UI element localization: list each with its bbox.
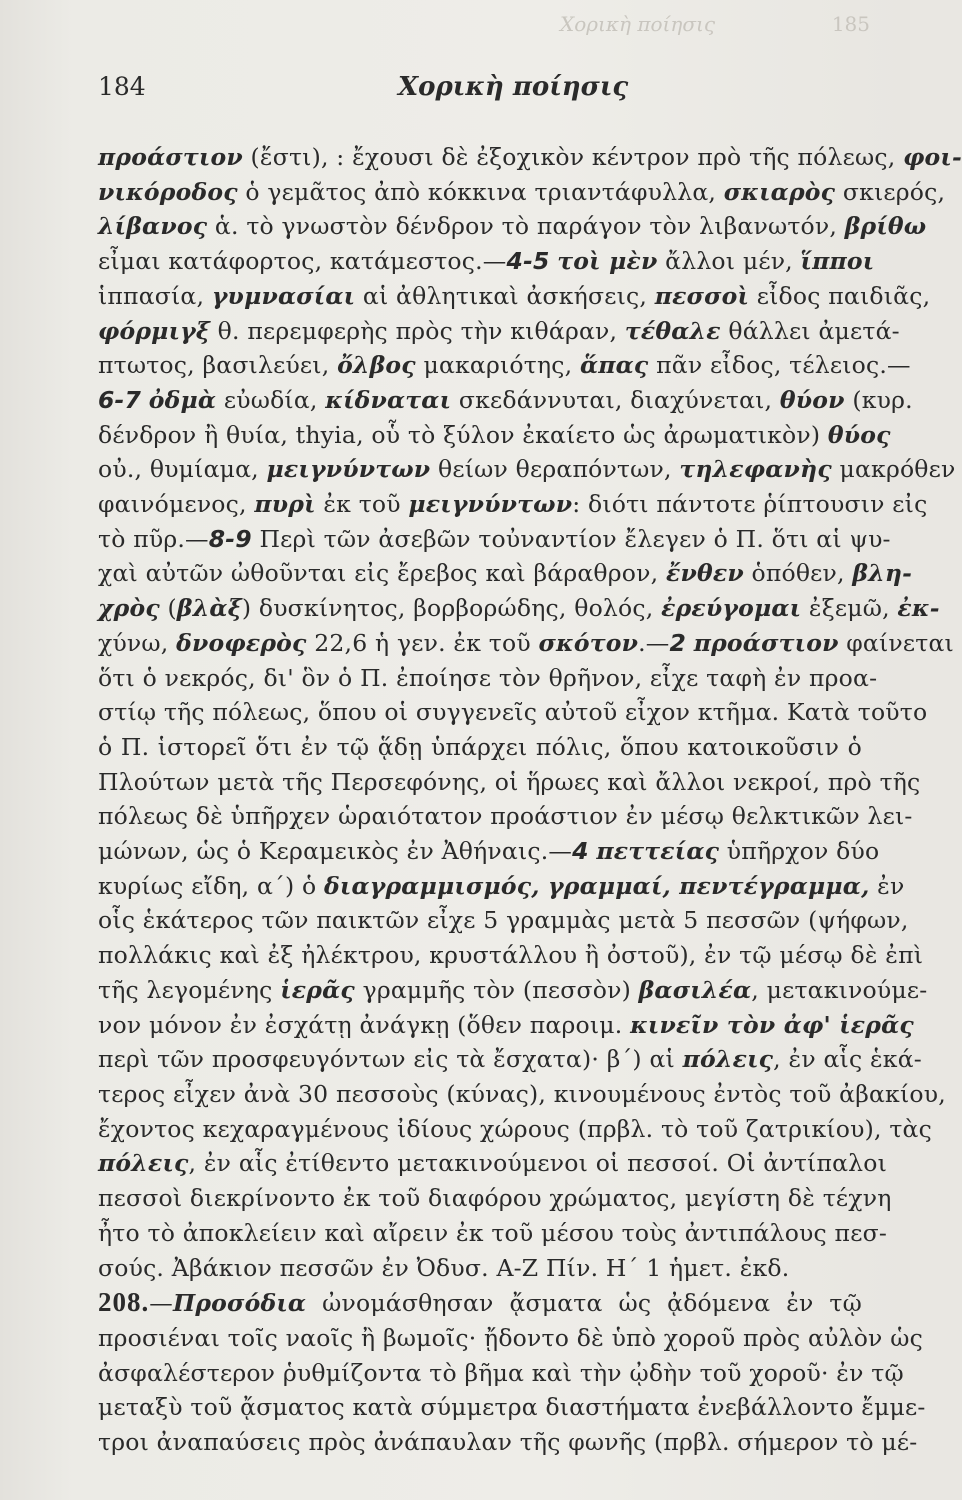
text-line	[98, 487, 928, 522]
emphasized-term: ἐκ-	[897, 594, 940, 623]
text-run: πολλάκις καὶ ἐξ ἠλέκτρου, κρυστάλλου ἢ ὀστοῦ), ἐν τῷ μέσῳ δὲ ἐπὶ	[98, 941, 924, 970]
text-line	[98, 452, 956, 487]
text-line	[98, 1321, 923, 1356]
emphasized-term: ἵπποι	[800, 247, 875, 276]
text-line	[98, 1077, 946, 1112]
emphasized-term: τέθαλε	[624, 316, 721, 345]
text-run: —	[149, 1289, 173, 1318]
text-run: ἄλλοι μέν,	[657, 247, 801, 276]
text-run: ἐξεμῶ,	[801, 594, 898, 623]
text-run: μακαριότης,	[415, 351, 580, 380]
text-run: (	[159, 594, 177, 623]
text-line	[98, 1425, 918, 1460]
text-run: , ἐν αἷς ἐτίθεντο μετακινούμενοι οἱ πεσσοί. Οἱ ἀντίπαλοι	[188, 1149, 888, 1178]
text-run: στίῳ τῆς πόλεως, ὅπου οἱ συγγενεῖς αὐτοῦ εἶχον κτῆμα. Κατὰ τοῦτο	[98, 698, 928, 727]
text-run: τερος εἶχεν ἀνὰ 30 πεσσοὺς (κύνας), κινουμένους ἐντὸς τοῦ ἀβακίου,	[98, 1079, 946, 1108]
bleed-through-header	[560, 12, 870, 36]
commentary-text	[98, 140, 962, 1460]
text-line	[98, 1285, 862, 1321]
emphasized-term: φοι-	[903, 143, 962, 171]
text-run: μώνων, ὡς ὁ Κεραμεικὸς ἐν Ἀθήναις.—	[98, 837, 573, 866]
text-run: ἀσφαλέστερον ῥυθμίζοντα τὸ βῆμα καὶ τὴν ᾠδὴν τοῦ χοροῦ· ἐν τῷ	[98, 1358, 904, 1387]
text-run	[686, 629, 694, 657]
text-run: , ἐν αἷς ἑκά-	[773, 1045, 922, 1074]
text-line	[98, 1042, 922, 1077]
text-line	[98, 1112, 932, 1147]
running-title: Χορικὴ ποίησις	[398, 72, 629, 102]
text-run: (ἔστι), : ἔχουσι δὲ ἐξοχικὸν κέντρον πρὸ τῆς πόλεως,	[242, 143, 904, 171]
emphasized-term: διαγραμμισμός, γραμμαί, πεντέγραμμα,	[324, 871, 870, 900]
text-line	[98, 903, 909, 938]
text-run: φαίνεται	[838, 628, 954, 657]
emphasized-term: φόρμιγξ	[98, 316, 210, 345]
text-run: θείων θεραπόντων,	[430, 455, 680, 484]
emphasized-term: ἔνθεν	[665, 559, 744, 588]
text-run: εὐωδία,	[216, 385, 326, 414]
text-run: ἐκ τοῦ	[315, 490, 409, 519]
text-run: ἁ. τὸ γνωστὸν δένδρον τὸ παράγον τὸν λιβανωτόν,	[207, 212, 845, 241]
text-line	[98, 1390, 926, 1425]
text-line	[98, 1356, 904, 1391]
emphasized-term: ὄλβος	[337, 351, 416, 380]
emphasized-term: ἅπας	[579, 351, 649, 380]
emphasized-term: ὀδμὰ	[148, 385, 217, 414]
text-line	[98, 1216, 887, 1251]
text-line	[98, 1251, 862, 1286]
text-run: φαινόμενος,	[98, 490, 255, 519]
text-run: χαὶ αὐτῶν ὠθοῦνται εἰς ἔρεβος καὶ βάραθρον,	[98, 559, 666, 588]
verse-reference: 8-9	[208, 524, 252, 553]
emphasized-term: νικόροδος	[98, 177, 238, 206]
text-line	[98, 279, 931, 314]
text-run: ὁπόθεν,	[743, 559, 853, 588]
text-run	[141, 386, 149, 414]
text-run: ὁ Π. ἱστορεῖ ὅτι ἐν τῷ ᾅδῃ ὑπάρχει πόλις, ὅπου κατοικοῦσιν ὁ	[98, 732, 862, 761]
text-run: προσιέναι τοῖς ναοῖς ἢ βωμοῖς· ᾔδοντο δὲ ὑπὸ χοροῦ πρὸς αὐλὸν ὡς	[98, 1323, 923, 1352]
text-line	[98, 348, 911, 383]
text-run: τροι ἀναπαύσεις πρὸς ἀνάπαυλαν τῆς φωνῆς (πρβλ. σήμερον τὸ μέ-	[98, 1428, 918, 1457]
emphasized-term: μειγνύντων	[408, 490, 573, 519]
text-run: θάλλει ἀμετά-	[720, 316, 900, 345]
text-line	[98, 695, 928, 730]
emphasized-term: πόλεις	[98, 1149, 189, 1178]
emphasized-term: Προσόδια	[172, 1289, 307, 1318]
running-header	[98, 72, 862, 102]
text-run: νον μόνον ἐν ἐσχάτῃ ἀνάγκῃ (ὅθεν παροιμ.	[98, 1010, 631, 1039]
text-line	[98, 765, 921, 800]
emphasized-term: κίδναται	[325, 385, 452, 414]
emphasized-term: γυμνασίαι	[211, 281, 356, 310]
text-line	[98, 244, 875, 279]
emphasized-term: λίβανος	[98, 212, 208, 241]
text-run: ὅτι ὁ νεκρός, δι' ὃν ὁ Π. ἐποίησε τὸν θρῆνον, εἶχε ταφὴ ἐν προα-	[98, 663, 878, 692]
emphasized-term: δνοφερὸς	[176, 628, 307, 657]
section-number: 208.	[98, 1287, 150, 1318]
text-run: πόλεως δὲ ὑπῆρχεν ὡραιότατον προάστιον ἐν μέσῳ θελκτικῶν λει-	[98, 802, 913, 831]
text-run: σκιερός,	[835, 177, 946, 206]
verse-reference: 2	[669, 628, 687, 657]
text-line	[98, 383, 913, 418]
text-run: σούς. Ἀβάκιον πεσσῶν ἐν Ὀδυσ. Α-Ζ Πίν. Η΄ 1 ἡμετ. ἐκδ.	[98, 1253, 790, 1282]
text-run: κυρίως εἴδη, α΄) ὁ	[98, 871, 325, 900]
text-line	[98, 1181, 892, 1216]
text-run: πτωτος, βασιλεύει,	[98, 351, 338, 380]
text-run: δένδρον ἢ θυία, thyia, οὗ τὸ ξύλον ἐκαίετο ὡς ἀρωματικὸν)	[98, 420, 828, 449]
text-run: εἶμαι κατάφορτος, κατάμεστος.—	[98, 247, 507, 276]
emphasized-term: πεσσοὶ	[654, 281, 750, 310]
text-line	[98, 209, 927, 244]
text-line	[98, 1146, 888, 1181]
emphasized-term: πυρὶ	[254, 490, 316, 519]
text-run: θ. περεμφερὴς πρὸς τὴν κιθάραν,	[209, 316, 625, 345]
text-run: οὐ., θυμίαμα,	[98, 455, 267, 484]
emphasized-term: βλη-	[852, 559, 913, 588]
text-line	[98, 626, 954, 661]
text-line	[98, 938, 924, 973]
text-line	[98, 1008, 914, 1043]
text-line	[98, 834, 880, 869]
text-run: περὶ τῶν προσφευγόντων εἰς τὰ ἔσχατα)· β΄) αἱ	[98, 1045, 683, 1074]
text-line	[98, 591, 940, 626]
emphasized-term: πόλεις	[682, 1045, 774, 1074]
text-run: πᾶν εἶδος, τέλειος.—	[648, 351, 911, 380]
text-line	[98, 556, 913, 591]
emphasized-term: σκότον	[538, 628, 639, 657]
emphasized-term: προάστιον	[693, 628, 839, 657]
text-line	[98, 661, 878, 696]
text-run: μεταξὺ τοῦ ᾄσματος κατὰ σύμμετρα διαστήματα ἐνεβάλλοντο ἔμμε-	[98, 1393, 926, 1422]
emphasized-term: βλὰξ	[176, 594, 242, 623]
text-run: ἱππασία,	[98, 281, 212, 310]
emphasized-term: ἐρεύγομαι	[661, 594, 802, 623]
text-line	[98, 730, 862, 765]
text-line	[98, 869, 905, 904]
text-run: : διότι πάντοτε ῥίπτουσιν εἰς	[572, 490, 928, 519]
verse-reference: 6-7	[98, 385, 142, 414]
emphasized-term: τοὶ μὲν	[557, 247, 658, 276]
text-run: , μετακινούμε-	[751, 975, 928, 1004]
text-run: σκεδάννυται, διαχύνεται,	[451, 385, 780, 414]
text-run: .—	[638, 628, 670, 657]
text-run: Περὶ τῶν ἀσεβῶν τοὐναντίον ἔλεγεν ὁ Π. ὅτι αἱ ψυ-	[251, 524, 891, 553]
text-run: Πλούτων μετὰ τῆς Περσεφόνης, οἱ ἥρωες καὶ ἄλλοι νεκροί, πρὸ τῆς	[98, 767, 921, 796]
emphasized-term: προάστιον	[98, 143, 243, 171]
text-line	[98, 314, 900, 349]
text-run: εἶδος παιδιᾶς,	[749, 281, 931, 310]
text-run: τὸ πῦρ.—	[98, 524, 209, 553]
text-run: ὑπῆρχον δύο	[719, 837, 880, 866]
text-line	[98, 799, 913, 834]
text-line	[98, 140, 962, 175]
emphasized-term: σκιαρὸς	[723, 177, 836, 206]
text-run: ὠνομάσθησαν ᾄσματα ὡς ᾀδόμενα ἐν τῷ	[306, 1289, 862, 1318]
text-run: γραμμῆς τὸν (πεσσὸν)	[354, 975, 639, 1004]
page-number: 184	[98, 72, 146, 101]
text-run: ) δυσκίνητος, βορβορώδης, θολός,	[241, 594, 662, 623]
emphasized-term: μειγνύντων	[266, 455, 431, 484]
text-line	[98, 175, 946, 210]
emphasized-term: θύον	[779, 385, 845, 414]
text-run: πεσσοὶ διεκρίνοντο ἐκ τοῦ διαφόρου χρώματος, μεγίστη δὲ τέχνη	[98, 1184, 892, 1213]
text-run: τῆς λεγομένης	[98, 975, 281, 1004]
emphasized-term: κινεῖν τὸν ἀφ' ἱερᾶς	[630, 1010, 914, 1039]
bleed-through-title: Χορικὴ ποίησις	[560, 12, 716, 36]
text-run: ἦτο τὸ ἀποκλείειν καὶ αἴρειν ἐκ τοῦ μέσου τοὺς ἀντιπάλους πεσ-	[98, 1218, 887, 1247]
emphasized-term: πεττείας	[596, 837, 720, 866]
text-run: ἐν	[869, 871, 905, 900]
text-run: χύνω,	[98, 628, 177, 657]
bleed-through-page-number: 185	[831, 12, 870, 36]
text-run: μακρόθεν	[831, 455, 956, 484]
emphasized-term: χρὸς	[98, 594, 160, 623]
emphasized-term: τηλεφανὴς	[679, 455, 832, 484]
emphasized-term: θύος	[827, 420, 891, 449]
text-run: αἱ ἀθλητικαὶ ἀσκήσεις,	[355, 281, 655, 310]
verse-reference: 4-5	[506, 247, 550, 276]
text-line	[98, 973, 928, 1008]
text-run: 22,6 ἡ γεν. ἐκ τοῦ	[306, 628, 539, 657]
text-run: (κυρ.	[844, 385, 913, 414]
text-run: οἷς ἑκάτερος τῶν παικτῶν εἶχε 5 γραμμὰς μετὰ 5 πεσσῶν (ψήφων,	[98, 906, 909, 935]
emphasized-term: βασιλέα	[638, 975, 752, 1004]
verse-reference: 4	[572, 837, 589, 866]
emphasized-term: ἱερᾶς	[280, 975, 355, 1004]
text-run: ἔχοντος κεχαραγμένους ἰδίους χώρους (πρβλ. τὸ τοῦ ζατρικίου), τὰς	[98, 1114, 932, 1143]
emphasized-term: βρίθω	[844, 212, 927, 241]
text-line	[98, 418, 891, 453]
text-run: ὁ γεμᾶτος ἀπὸ κόκκινα τριαντάφυλλα,	[237, 177, 724, 206]
text-line	[98, 522, 891, 557]
